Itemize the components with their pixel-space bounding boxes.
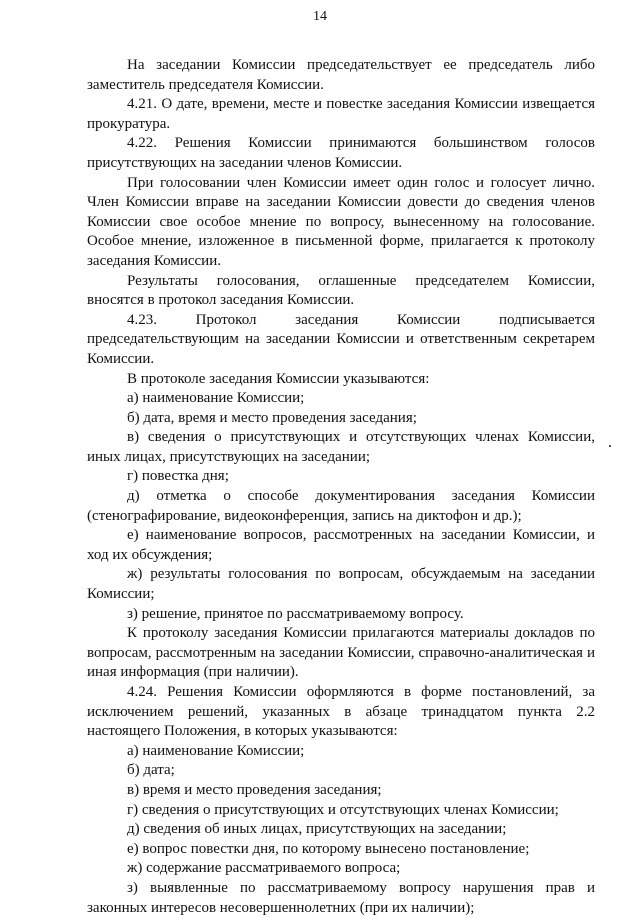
list-item-g: г) повестка дня; [127,468,229,485]
paragraph-4-24: 4.24. Решения Комиссии оформляются в форме постановлений, за исключением решений, указанных в абзаце тринадцатом пункта 2.2 настоящего Положения, в которых указываются: [87,684,595,740]
list2-item-a: а) наименование Комиссии; [127,742,305,759]
paragraph-voting: При голосовании член Комиссии имеет один голос и голосует лично. Член Комиссии вправе на заседании Комиссии довести до сведения членов Комиссии свое особое мнение по вопросу, вынесенному на голосование. Особое мнение, изложенное в письменной форме, прилагается к протоколу заседания Комиссии. [87,174,595,269]
paragraph-chairman: На заседании Комиссии председательствует ее председатель либо заместитель председателя Комиссии. [87,57,595,93]
list2-item-g: г) сведения о присутствующих и отсутствующих членах Комиссии; [127,801,559,818]
paragraph-protocol-contents: В протоколе заседания Комиссии указываются: [127,370,430,387]
list2-item-b: б) дата; [127,762,175,779]
list-item-zh: ж) результаты голосования по вопросам, обсуждаемым на заседании Комиссии; [87,566,595,603]
list2-item-e: е) вопрос повестки дня, по которому вынесено постановление; [127,840,530,857]
list-item-e: е) наименование вопросов, рассмотренных на заседании Комиссии, и ход их обсуждения; [87,527,595,563]
paragraph-protocol-attachments: К протоколу заседания Комиссии прилагаются материалы докладов по вопросам, рассмотренным на заседании Комиссии, справочно-аналитическая и иная информация (при наличии). [87,625,595,681]
paragraph-4-23: 4.23. Протокол заседания Комиссии подписывается председательствующим на заседании Комиссии и ответственным секретарем Комиссии. [87,311,595,367]
list2-item-v: в) время и место проведения заседания; [127,781,382,798]
list-item-z: з) решение, принятое по рассматриваемому вопросу. [127,605,464,622]
paragraph-4-22: 4.22. Решения Комиссии принимаются большинством голосов присутствующих на заседании членов Комиссии. [87,135,595,171]
paragraph-4-21: 4.21. О дате, времени, месте и повестке заседания Комиссии извещается прокуратура. [87,96,595,132]
list2-item-d: д) сведения об иных лицах, присутствующих на заседании; [127,821,507,838]
list-item-v: в) сведения о присутствующих и отсутствующих членах Комиссии, иных лицах, присутствующих на заседании; [87,429,595,465]
list-item-d: д) отметка о способе документирования заседания Комиссии (стенографирование, видеоконференция, запись на диктофон и др.); [87,488,595,524]
document-body [87,56,595,918]
list-item-a: а) наименование Комиссии; [127,390,305,407]
scan-speck [609,445,611,447]
paragraph-voting-results: Результаты голосования, оглашенные председателем Комиссии, вносятся в протокол заседания Комиссии. [87,272,595,309]
list2-item-z: з) выявленные по рассматриваемому вопросу нарушения прав и законных интересов несовершеннолетних (при их наличии); [87,879,595,916]
list2-item-zh: ж) содержание рассматриваемого вопроса; [127,860,401,877]
page-number: 14 [313,9,327,24]
list-item-b: б) дата, время и место проведения заседания; [127,409,417,426]
